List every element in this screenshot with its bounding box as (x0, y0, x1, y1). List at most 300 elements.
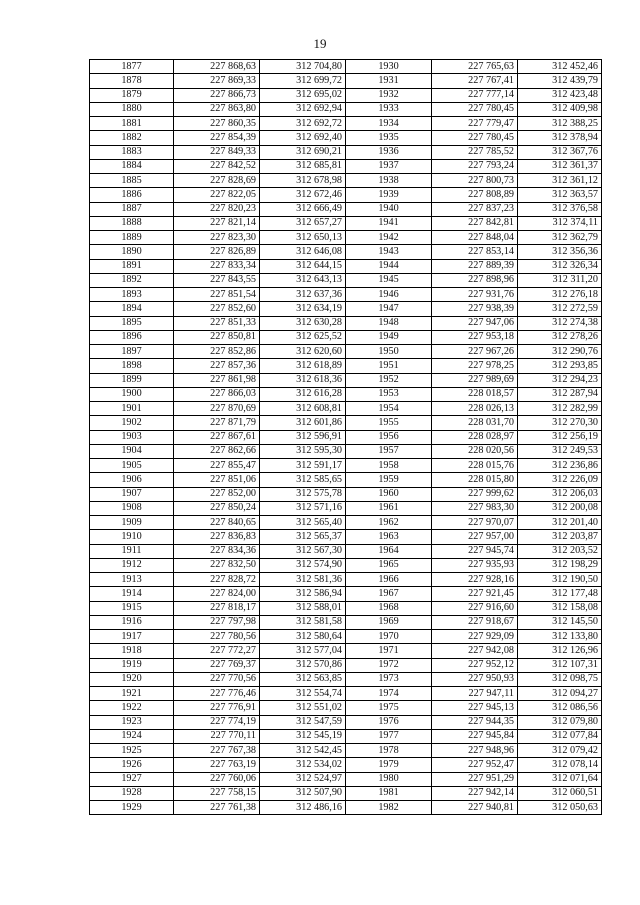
point-number-right-cell: 1944 (346, 259, 432, 273)
x-coordinate-left-cell: 227 850,24 (174, 501, 260, 515)
y-coordinate-left-cell: 312 524,97 (260, 772, 346, 786)
table-row (90, 288, 602, 302)
y-coordinate-right-cell: 312 190,50 (518, 573, 602, 587)
table-row (90, 402, 602, 416)
y-coordinate-left-cell: 312 486,16 (260, 801, 346, 815)
table-row (90, 387, 602, 401)
y-coordinate-right-cell: 312 362,79 (518, 231, 602, 245)
y-coordinate-left-cell: 312 672,46 (260, 188, 346, 202)
y-coordinate-right-cell: 312 294,23 (518, 373, 602, 387)
x-coordinate-right-cell: 227 942,14 (432, 786, 518, 800)
table-row (90, 159, 602, 173)
y-coordinate-right-cell: 312 361,37 (518, 159, 602, 173)
y-coordinate-right-cell: 312 226,09 (518, 473, 602, 487)
table-row (90, 786, 602, 800)
point-number-left-cell: 1913 (90, 573, 174, 587)
point-number-right-cell: 1956 (346, 430, 432, 444)
x-coordinate-left-cell: 227 852,00 (174, 487, 260, 501)
y-coordinate-right-cell: 312 376,58 (518, 202, 602, 216)
table-row (90, 487, 602, 501)
point-number-right-cell: 1961 (346, 501, 432, 515)
y-coordinate-right-cell: 312 094,27 (518, 687, 602, 701)
y-coordinate-right-cell: 312 276,18 (518, 288, 602, 302)
point-number-left-cell: 1900 (90, 387, 174, 401)
point-number-right-cell: 1952 (346, 373, 432, 387)
x-coordinate-left-cell: 227 824,00 (174, 587, 260, 601)
x-coordinate-right-cell: 227 950,93 (432, 672, 518, 686)
table-row (90, 772, 602, 786)
x-coordinate-left-cell: 227 852,86 (174, 345, 260, 359)
y-coordinate-right-cell: 312 079,42 (518, 744, 602, 758)
point-number-left-cell: 1926 (90, 758, 174, 772)
point-number-right-cell: 1979 (346, 758, 432, 772)
y-coordinate-left-cell: 312 581,36 (260, 573, 346, 587)
x-coordinate-left-cell: 227 868,63 (174, 60, 260, 74)
y-coordinate-left-cell: 312 570,86 (260, 658, 346, 672)
point-number-right-cell: 1931 (346, 74, 432, 88)
y-coordinate-left-cell: 312 657,27 (260, 216, 346, 230)
y-coordinate-right-cell: 312 203,52 (518, 544, 602, 558)
point-number-right-cell: 1981 (346, 786, 432, 800)
point-number-right-cell: 1943 (346, 245, 432, 259)
point-number-left-cell: 1888 (90, 216, 174, 230)
y-coordinate-left-cell: 312 678,98 (260, 174, 346, 188)
table-row (90, 316, 602, 330)
x-coordinate-right-cell: 227 842,81 (432, 216, 518, 230)
y-coordinate-right-cell: 312 287,94 (518, 387, 602, 401)
table-row (90, 501, 602, 515)
table-row (90, 715, 602, 729)
y-coordinate-right-cell: 312 282,99 (518, 402, 602, 416)
x-coordinate-left-cell: 227 849,33 (174, 145, 260, 159)
y-coordinate-left-cell: 312 601,86 (260, 416, 346, 430)
x-coordinate-right-cell: 227 808,89 (432, 188, 518, 202)
table-row (90, 801, 602, 815)
x-coordinate-right-cell: 227 931,76 (432, 288, 518, 302)
x-coordinate-left-cell: 227 870,69 (174, 402, 260, 416)
table-row (90, 744, 602, 758)
x-coordinate-left-cell: 227 797,98 (174, 615, 260, 629)
point-number-right-cell: 1972 (346, 658, 432, 672)
point-number-left-cell: 1882 (90, 131, 174, 145)
point-number-right-cell: 1942 (346, 231, 432, 245)
y-coordinate-right-cell: 312 236,86 (518, 459, 602, 473)
x-coordinate-left-cell: 227 866,73 (174, 88, 260, 102)
x-coordinate-right-cell: 227 918,67 (432, 615, 518, 629)
y-coordinate-left-cell: 312 565,37 (260, 530, 346, 544)
table-row (90, 601, 602, 615)
y-coordinate-left-cell: 312 577,04 (260, 644, 346, 658)
point-number-left-cell: 1923 (90, 715, 174, 729)
y-coordinate-right-cell: 312 326,34 (518, 259, 602, 273)
table-row (90, 174, 602, 188)
point-number-right-cell: 1980 (346, 772, 432, 786)
x-coordinate-left-cell: 227 857,36 (174, 359, 260, 373)
x-coordinate-left-cell: 227 851,54 (174, 288, 260, 302)
table-row (90, 558, 602, 572)
y-coordinate-left-cell: 312 634,19 (260, 302, 346, 316)
y-coordinate-right-cell: 312 270,30 (518, 416, 602, 430)
point-number-right-cell: 1975 (346, 701, 432, 715)
y-coordinate-right-cell: 312 158,08 (518, 601, 602, 615)
point-number-right-cell: 1971 (346, 644, 432, 658)
y-coordinate-left-cell: 312 704,80 (260, 60, 346, 74)
point-number-left-cell: 1898 (90, 359, 174, 373)
x-coordinate-right-cell: 227 944,35 (432, 715, 518, 729)
point-number-left-cell: 1927 (90, 772, 174, 786)
point-number-right-cell: 1930 (346, 60, 432, 74)
x-coordinate-right-cell: 227 945,84 (432, 729, 518, 743)
y-coordinate-left-cell: 312 507,90 (260, 786, 346, 800)
table-row (90, 345, 602, 359)
x-coordinate-right-cell: 227 999,62 (432, 487, 518, 501)
x-coordinate-right-cell: 228 018,57 (432, 387, 518, 401)
point-number-left-cell: 1915 (90, 601, 174, 615)
point-number-left-cell: 1887 (90, 202, 174, 216)
table-row (90, 231, 602, 245)
y-coordinate-right-cell: 312 133,80 (518, 630, 602, 644)
point-number-right-cell: 1973 (346, 672, 432, 686)
y-coordinate-left-cell: 312 695,02 (260, 88, 346, 102)
x-coordinate-right-cell: 227 767,41 (432, 74, 518, 88)
y-coordinate-right-cell: 312 086,56 (518, 701, 602, 715)
point-number-right-cell: 1949 (346, 330, 432, 344)
table-row (90, 359, 602, 373)
y-coordinate-left-cell: 312 545,19 (260, 729, 346, 743)
y-coordinate-right-cell: 312 363,57 (518, 188, 602, 202)
table-row (90, 658, 602, 672)
table-row (90, 473, 602, 487)
point-number-right-cell: 1960 (346, 487, 432, 501)
point-number-left-cell: 1880 (90, 102, 174, 116)
x-coordinate-right-cell: 227 889,39 (432, 259, 518, 273)
y-coordinate-left-cell: 312 580,64 (260, 630, 346, 644)
point-number-right-cell: 1963 (346, 530, 432, 544)
point-number-right-cell: 1939 (346, 188, 432, 202)
table-row (90, 88, 602, 102)
x-coordinate-left-cell: 227 821,14 (174, 216, 260, 230)
x-coordinate-right-cell: 227 945,74 (432, 544, 518, 558)
point-number-left-cell: 1897 (90, 345, 174, 359)
point-number-left-cell: 1925 (90, 744, 174, 758)
y-coordinate-right-cell: 312 439,79 (518, 74, 602, 88)
point-number-left-cell: 1920 (90, 672, 174, 686)
y-coordinate-left-cell: 312 618,36 (260, 373, 346, 387)
point-number-left-cell: 1909 (90, 516, 174, 530)
x-coordinate-left-cell: 227 832,50 (174, 558, 260, 572)
table-row (90, 216, 602, 230)
x-coordinate-right-cell: 227 916,60 (432, 601, 518, 615)
y-coordinate-right-cell: 312 378,94 (518, 131, 602, 145)
y-coordinate-right-cell: 312 200,08 (518, 501, 602, 515)
x-coordinate-left-cell: 227 822,05 (174, 188, 260, 202)
point-number-left-cell: 1899 (90, 373, 174, 387)
x-coordinate-left-cell: 227 823,30 (174, 231, 260, 245)
point-number-left-cell: 1905 (90, 459, 174, 473)
y-coordinate-left-cell: 312 567,30 (260, 544, 346, 558)
table-row (90, 587, 602, 601)
y-coordinate-left-cell: 312 596,91 (260, 430, 346, 444)
y-coordinate-left-cell: 312 666,49 (260, 202, 346, 216)
x-coordinate-right-cell: 227 780,45 (432, 131, 518, 145)
y-coordinate-left-cell: 312 547,59 (260, 715, 346, 729)
y-coordinate-left-cell: 312 699,72 (260, 74, 346, 88)
point-number-right-cell: 1962 (346, 516, 432, 530)
table-row (90, 259, 602, 273)
point-number-right-cell: 1951 (346, 359, 432, 373)
point-number-right-cell: 1934 (346, 117, 432, 131)
x-coordinate-left-cell: 227 770,11 (174, 729, 260, 743)
x-coordinate-right-cell: 228 015,76 (432, 459, 518, 473)
point-number-right-cell: 1936 (346, 145, 432, 159)
x-coordinate-right-cell: 227 785,52 (432, 145, 518, 159)
x-coordinate-right-cell: 227 800,73 (432, 174, 518, 188)
point-number-right-cell: 1955 (346, 416, 432, 430)
y-coordinate-left-cell: 312 591,17 (260, 459, 346, 473)
point-number-left-cell: 1924 (90, 729, 174, 743)
point-number-right-cell: 1969 (346, 615, 432, 629)
x-coordinate-right-cell: 228 015,80 (432, 473, 518, 487)
x-coordinate-right-cell: 227 940,81 (432, 801, 518, 815)
x-coordinate-left-cell: 227 834,36 (174, 544, 260, 558)
table-row (90, 430, 602, 444)
x-coordinate-left-cell: 227 818,17 (174, 601, 260, 615)
x-coordinate-right-cell: 227 898,96 (432, 273, 518, 287)
y-coordinate-left-cell: 312 690,21 (260, 145, 346, 159)
x-coordinate-right-cell: 227 967,26 (432, 345, 518, 359)
x-coordinate-left-cell: 227 840,65 (174, 516, 260, 530)
table-row (90, 131, 602, 145)
x-coordinate-left-cell: 227 862,66 (174, 444, 260, 458)
y-coordinate-left-cell: 312 630,28 (260, 316, 346, 330)
point-number-right-cell: 1978 (346, 744, 432, 758)
y-coordinate-left-cell: 312 551,02 (260, 701, 346, 715)
point-number-left-cell: 1889 (90, 231, 174, 245)
y-coordinate-right-cell: 312 311,20 (518, 273, 602, 287)
point-number-left-cell: 1881 (90, 117, 174, 131)
y-coordinate-right-cell: 312 077,84 (518, 729, 602, 743)
y-coordinate-left-cell: 312 586,94 (260, 587, 346, 601)
x-coordinate-right-cell: 227 948,96 (432, 744, 518, 758)
table-row (90, 687, 602, 701)
x-coordinate-left-cell: 227 763,19 (174, 758, 260, 772)
y-coordinate-right-cell: 312 409,98 (518, 102, 602, 116)
point-number-left-cell: 1910 (90, 530, 174, 544)
point-number-right-cell: 1953 (346, 387, 432, 401)
point-number-right-cell: 1976 (346, 715, 432, 729)
table-row (90, 245, 602, 259)
y-coordinate-right-cell: 312 098,75 (518, 672, 602, 686)
point-number-left-cell: 1886 (90, 188, 174, 202)
table-row (90, 373, 602, 387)
y-coordinate-right-cell: 312 361,12 (518, 174, 602, 188)
x-coordinate-right-cell: 227 779,47 (432, 117, 518, 131)
x-coordinate-right-cell: 227 953,18 (432, 330, 518, 344)
y-coordinate-left-cell: 312 644,15 (260, 259, 346, 273)
table-row (90, 330, 602, 344)
point-number-left-cell: 1928 (90, 786, 174, 800)
y-coordinate-right-cell: 312 272,59 (518, 302, 602, 316)
x-coordinate-right-cell: 227 983,30 (432, 501, 518, 515)
point-number-left-cell: 1895 (90, 316, 174, 330)
point-number-left-cell: 1904 (90, 444, 174, 458)
coordinates-table-body (90, 60, 602, 815)
point-number-left-cell: 1919 (90, 658, 174, 672)
y-coordinate-right-cell: 312 367,76 (518, 145, 602, 159)
x-coordinate-right-cell: 227 942,08 (432, 644, 518, 658)
table-row (90, 202, 602, 216)
x-coordinate-left-cell: 227 866,03 (174, 387, 260, 401)
point-number-left-cell: 1903 (90, 430, 174, 444)
table-row (90, 416, 602, 430)
x-coordinate-left-cell: 227 867,61 (174, 430, 260, 444)
y-coordinate-left-cell: 312 575,78 (260, 487, 346, 501)
x-coordinate-left-cell: 227 758,15 (174, 786, 260, 800)
point-number-right-cell: 1967 (346, 587, 432, 601)
point-number-left-cell: 1892 (90, 273, 174, 287)
x-coordinate-left-cell: 227 767,38 (174, 744, 260, 758)
y-coordinate-right-cell: 312 050,63 (518, 801, 602, 815)
y-coordinate-right-cell: 312 374,11 (518, 216, 602, 230)
x-coordinate-left-cell: 227 861,98 (174, 373, 260, 387)
table-row (90, 729, 602, 743)
x-coordinate-left-cell: 227 780,56 (174, 630, 260, 644)
y-coordinate-right-cell: 312 256,19 (518, 430, 602, 444)
x-coordinate-left-cell: 227 843,55 (174, 273, 260, 287)
point-number-left-cell: 1902 (90, 416, 174, 430)
y-coordinate-left-cell: 312 637,36 (260, 288, 346, 302)
y-coordinate-left-cell: 312 620,60 (260, 345, 346, 359)
x-coordinate-left-cell: 227 820,23 (174, 202, 260, 216)
y-coordinate-left-cell: 312 692,72 (260, 117, 346, 131)
y-coordinate-right-cell: 312 206,03 (518, 487, 602, 501)
table-row (90, 302, 602, 316)
point-number-right-cell: 1935 (346, 131, 432, 145)
y-coordinate-right-cell: 312 078,14 (518, 758, 602, 772)
point-number-right-cell: 1965 (346, 558, 432, 572)
y-coordinate-left-cell: 312 643,13 (260, 273, 346, 287)
point-number-left-cell: 1917 (90, 630, 174, 644)
y-coordinate-left-cell: 312 571,16 (260, 501, 346, 515)
point-number-right-cell: 1948 (346, 316, 432, 330)
x-coordinate-right-cell: 228 020,56 (432, 444, 518, 458)
point-number-left-cell: 1906 (90, 473, 174, 487)
y-coordinate-left-cell: 312 534,02 (260, 758, 346, 772)
x-coordinate-right-cell: 227 938,39 (432, 302, 518, 316)
y-coordinate-right-cell: 312 060,51 (518, 786, 602, 800)
x-coordinate-right-cell: 227 947,11 (432, 687, 518, 701)
y-coordinate-left-cell: 312 618,89 (260, 359, 346, 373)
coordinates-table (89, 59, 602, 815)
table-row (90, 573, 602, 587)
y-coordinate-left-cell: 312 608,81 (260, 402, 346, 416)
y-coordinate-right-cell: 312 452,46 (518, 60, 602, 74)
table-row (90, 459, 602, 473)
x-coordinate-right-cell: 227 848,04 (432, 231, 518, 245)
y-coordinate-left-cell: 312 650,13 (260, 231, 346, 245)
y-coordinate-left-cell: 312 542,45 (260, 744, 346, 758)
point-number-left-cell: 1885 (90, 174, 174, 188)
x-coordinate-right-cell: 227 947,06 (432, 316, 518, 330)
x-coordinate-right-cell: 227 978,25 (432, 359, 518, 373)
y-coordinate-left-cell: 312 595,30 (260, 444, 346, 458)
table-row (90, 544, 602, 558)
x-coordinate-left-cell: 227 776,46 (174, 687, 260, 701)
point-number-right-cell: 1940 (346, 202, 432, 216)
y-coordinate-left-cell: 312 563,85 (260, 672, 346, 686)
x-coordinate-left-cell: 227 836,83 (174, 530, 260, 544)
point-number-right-cell: 1933 (346, 102, 432, 116)
x-coordinate-left-cell: 227 852,60 (174, 302, 260, 316)
y-coordinate-right-cell: 312 290,76 (518, 345, 602, 359)
x-coordinate-left-cell: 227 828,72 (174, 573, 260, 587)
x-coordinate-right-cell: 228 031,70 (432, 416, 518, 430)
point-number-right-cell: 1977 (346, 729, 432, 743)
x-coordinate-left-cell: 227 851,33 (174, 316, 260, 330)
y-coordinate-right-cell: 312 079,80 (518, 715, 602, 729)
point-number-right-cell: 1945 (346, 273, 432, 287)
table-row (90, 615, 602, 629)
point-number-left-cell: 1914 (90, 587, 174, 601)
point-number-left-cell: 1890 (90, 245, 174, 259)
point-number-left-cell: 1912 (90, 558, 174, 572)
table-row (90, 117, 602, 131)
y-coordinate-right-cell: 312 278,26 (518, 330, 602, 344)
y-coordinate-right-cell: 312 198,29 (518, 558, 602, 572)
point-number-right-cell: 1938 (346, 174, 432, 188)
x-coordinate-left-cell: 227 842,52 (174, 159, 260, 173)
point-number-right-cell: 1950 (346, 345, 432, 359)
x-coordinate-left-cell: 227 774,19 (174, 715, 260, 729)
x-coordinate-left-cell: 227 833,34 (174, 259, 260, 273)
point-number-left-cell: 1878 (90, 74, 174, 88)
x-coordinate-right-cell: 227 989,69 (432, 373, 518, 387)
point-number-right-cell: 1954 (346, 402, 432, 416)
y-coordinate-right-cell: 312 177,48 (518, 587, 602, 601)
y-coordinate-right-cell: 312 356,36 (518, 245, 602, 259)
x-coordinate-left-cell: 227 869,33 (174, 74, 260, 88)
y-coordinate-left-cell: 312 585,65 (260, 473, 346, 487)
y-coordinate-right-cell: 312 145,50 (518, 615, 602, 629)
point-number-left-cell: 1921 (90, 687, 174, 701)
x-coordinate-left-cell: 227 770,56 (174, 672, 260, 686)
table-row (90, 672, 602, 686)
y-coordinate-right-cell: 312 107,31 (518, 658, 602, 672)
y-coordinate-right-cell: 312 274,38 (518, 316, 602, 330)
point-number-left-cell: 1879 (90, 88, 174, 102)
point-number-left-cell: 1877 (90, 60, 174, 74)
x-coordinate-right-cell: 228 028,97 (432, 430, 518, 444)
point-number-left-cell: 1893 (90, 288, 174, 302)
point-number-left-cell: 1883 (90, 145, 174, 159)
point-number-right-cell: 1966 (346, 573, 432, 587)
x-coordinate-right-cell: 227 929,09 (432, 630, 518, 644)
y-coordinate-left-cell: 312 554,74 (260, 687, 346, 701)
y-coordinate-right-cell: 312 071,64 (518, 772, 602, 786)
y-coordinate-left-cell: 312 565,40 (260, 516, 346, 530)
point-number-right-cell: 1932 (346, 88, 432, 102)
point-number-left-cell: 1884 (90, 159, 174, 173)
x-coordinate-left-cell: 227 769,37 (174, 658, 260, 672)
y-coordinate-left-cell: 312 581,58 (260, 615, 346, 629)
x-coordinate-left-cell: 227 860,35 (174, 117, 260, 131)
point-number-right-cell: 1968 (346, 601, 432, 615)
x-coordinate-left-cell: 227 760,06 (174, 772, 260, 786)
y-coordinate-left-cell: 312 692,40 (260, 131, 346, 145)
y-coordinate-right-cell: 312 293,85 (518, 359, 602, 373)
y-coordinate-left-cell: 312 692,94 (260, 102, 346, 116)
point-number-right-cell: 1974 (346, 687, 432, 701)
